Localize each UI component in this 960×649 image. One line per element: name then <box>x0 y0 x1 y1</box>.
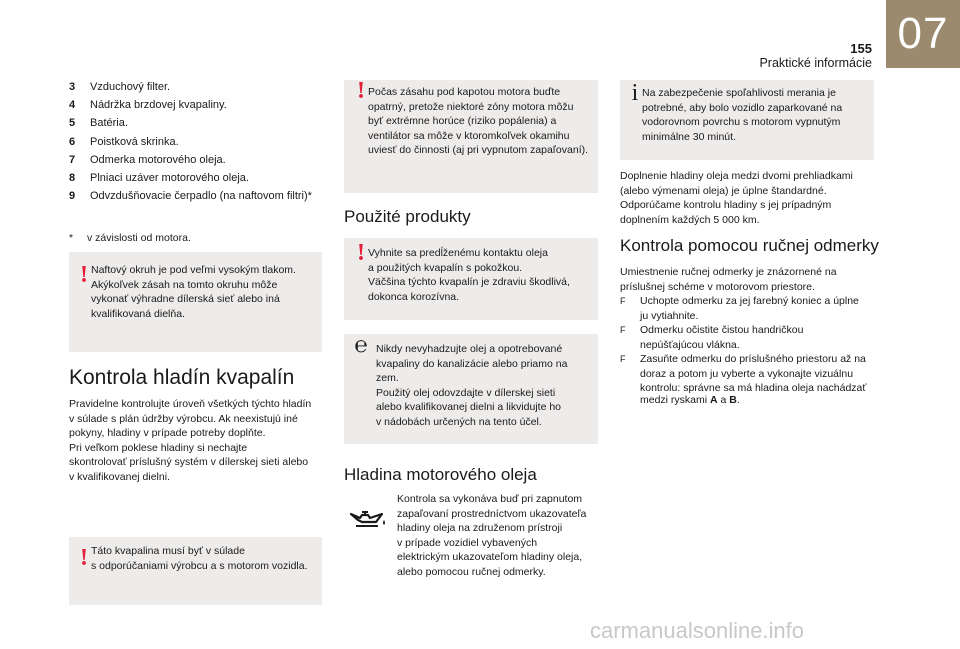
odmerka-intro <box>620 265 837 294</box>
page-number: 155 <box>850 41 872 56</box>
text-line: príslušnej schéme v motorovom priestore. <box>620 280 815 293</box>
bullet-icon: F <box>620 296 626 306</box>
text-line: skontrolovať príslušný systém v dílerskej sieti alebo <box>69 456 309 468</box>
warning-hood-text <box>368 85 588 158</box>
text-line: Umiestnenie ručnej odmerky je znázornené na <box>620 266 837 278</box>
hladina-text <box>397 492 586 579</box>
info-box <box>620 80 874 160</box>
step-item <box>620 323 866 352</box>
footnote-marker: * <box>69 232 74 244</box>
text-line: hladiny oleja na združenom prístroji <box>397 522 563 534</box>
text-line: Použitý olej odovzdajte v dílerskej sieti <box>376 386 556 399</box>
text-line: Odmerku očistite čistou handričkou <box>640 324 804 336</box>
list-item-number: 7 <box>69 153 76 166</box>
list-item-label: Poistková skrinka. <box>90 135 179 148</box>
list-item-label: Plniaci uzáver motorového oleja. <box>90 172 249 185</box>
section-title: Praktické informácie <box>759 56 872 70</box>
footnote-text: v závislosti od motora. <box>87 232 191 244</box>
text-line: ventilátor sa môže v ktoromkoľvek okamihu <box>368 129 570 142</box>
chapter-tab: 07 <box>886 0 960 68</box>
text-line: Táto kvapalina musí byť v súlade <box>91 545 245 557</box>
step-item <box>620 352 866 396</box>
text-line: (alebo výmenami oleja) je úplne štandardné. <box>620 184 827 197</box>
text-line: elektrickým ukazovateľom hladiny oleja, <box>397 551 583 563</box>
text-line: Na zabezpečenie spoľahlivosti merania je <box>642 87 836 99</box>
text-line: Počas zásahu pod kapotou motora buďte <box>368 86 561 98</box>
text-line: Odporúčame kontrolu hladiny s jej prípadným <box>620 199 832 211</box>
warning-box-hood <box>344 80 598 193</box>
warning-fuel-text <box>91 263 296 321</box>
text-line: doraz a potom ju vyberte a vykonajte vizuálnu <box>640 367 854 380</box>
doplnenie-text <box>620 169 853 227</box>
list-item-number: 5 <box>69 117 76 130</box>
mark-a: A <box>710 394 718 406</box>
last-line-suffix: . <box>736 394 740 406</box>
text-line: v súlade s plán údržby výrobcu. Ak neexistujú iné <box>69 412 298 425</box>
text-line: minimálne 30 minút. <box>642 130 736 143</box>
odmerka-last-line <box>640 393 740 408</box>
step-item <box>620 294 866 323</box>
text-line: byť extrémne horúce (riziko popálenia) a <box>368 115 557 127</box>
list-item <box>69 114 312 132</box>
warning-icon: ! <box>80 262 88 288</box>
bullet-icon: F <box>620 325 626 335</box>
oil-level-icon <box>348 506 388 532</box>
footnote <box>69 232 191 244</box>
odmerka-steps <box>620 294 866 396</box>
page-header <box>759 42 872 70</box>
warning-box-products <box>344 238 598 320</box>
text-line: nepúšťajúcou vlákna. <box>640 338 740 351</box>
warning-icon: ! <box>357 78 365 104</box>
step-text <box>640 294 859 323</box>
text-line: vodorovnom povrchu s motorom vypnutým <box>642 116 841 128</box>
watermark: carmanualsonline.info <box>590 618 805 643</box>
list-item <box>69 78 312 96</box>
mark-b: B <box>729 394 737 406</box>
list-item-label: Odmerka motorového oleja. <box>90 153 226 166</box>
list-item-number: 6 <box>69 135 76 148</box>
text-line: potrebné, aby bolo vozidlo zaparkované na <box>642 101 843 114</box>
text-line: kontrolu: správne sa má hladina oleja nachádzať <box>640 382 867 394</box>
hladina-title: Hladina motorového oleja <box>344 465 537 484</box>
environment-box <box>344 334 598 444</box>
info-text <box>642 86 842 144</box>
text-line: kvalifikovaná dielňa. <box>91 307 185 320</box>
step-text <box>640 323 803 352</box>
list-item-label: Nádržka brzdovej kvapaliny. <box>90 99 227 112</box>
last-line-mid: a <box>717 394 730 406</box>
text-line: Vyhnite sa predĺženému kontaktu oleja <box>368 247 548 259</box>
text-line: a použitých kvapalín s pokožkou. <box>368 261 523 274</box>
text-line: doplnením každých 5 000 km. <box>620 213 760 226</box>
text-line: ju vytiahnite. <box>640 309 699 322</box>
text-line: v kvalifikovanej dielni. <box>69 470 170 483</box>
text-line: uviesť do činnosti (aj pri vypnutom zapaľovaní). <box>368 144 589 156</box>
text-line: Akýkoľvek zásah na tomto okruhu môže <box>91 278 278 291</box>
recycle-icon: ℮ <box>354 332 368 357</box>
list-item-number: 8 <box>69 172 76 185</box>
list-item-number: 9 <box>69 190 76 203</box>
warning-products-text <box>368 246 570 304</box>
text-line: v prípade vozidiel vybavených <box>397 536 538 549</box>
list-item <box>69 133 312 151</box>
text-line: Väčšina týchto kvapalín je zdraviu škodlivá, <box>368 276 570 288</box>
text-line: pokyny, hladiny v prípade potreby doplňte. <box>69 427 266 439</box>
list-item <box>69 151 312 169</box>
parts-list <box>69 78 312 205</box>
text-line: Doplnenie hladiny oleja medzi dvomi prehliadkami <box>620 170 853 182</box>
text-line: Kontrola sa vykonáva buď pri zapnutom <box>397 493 583 505</box>
list-item <box>69 187 312 205</box>
list-item-label: Vzduchový filter. <box>90 81 171 93</box>
info-icon: i <box>631 80 639 106</box>
text-line: zem. <box>376 372 399 384</box>
text-line: Pravidelne kontrolujte úroveň všetkých týchto hladín <box>69 398 312 410</box>
text-line: Zasuňte odmerku do príslušného priestoru až na <box>640 353 866 365</box>
list-item-label: Odvzdušňovacie čerpadlo (na naftovom filtri)* <box>90 190 312 203</box>
warning-fluid-text <box>91 544 308 573</box>
text-line: vykonať výhradne dílerská sieť alebo iná <box>91 293 280 305</box>
text-line: Nikdy nevyhadzujte olej a opotrebované <box>376 343 563 355</box>
last-line-prefix: medzi ryskami <box>640 394 711 406</box>
pouzite-title: Použité produkty <box>344 207 471 226</box>
text-line: kvapaliny do kanalizácie alebo priamo na <box>376 357 568 370</box>
text-line: Naftový okruh je pod veľmi vysokým tlakom. <box>91 264 296 276</box>
text-line: dokonca korozívna. <box>368 290 460 303</box>
environment-text <box>376 342 567 429</box>
text-line: alebo pomocou ručnej odmerky. <box>397 565 546 578</box>
text-line: alebo kvalifikovanej dielni a likvidujte ho <box>376 401 562 413</box>
text-line: v nádobách určených na tento účel. <box>376 415 542 428</box>
warning-box-fluid <box>69 537 322 605</box>
text-line: s odporúčaniami výrobcu a s motorom vozidla. <box>91 559 308 572</box>
odmerka-title: Kontrola pomocou ručnej odmerky <box>620 236 879 255</box>
bullet-icon: F <box>620 354 626 364</box>
kontrola-text <box>69 397 311 484</box>
warning-icon: ! <box>80 545 88 571</box>
text-line: Uchopte odmerku za jej farebný koniec a úplne <box>640 295 859 307</box>
text-line: opatrný, pretože niektoré zóny motora môžu <box>368 100 574 113</box>
step-text <box>640 352 866 396</box>
kontrola-title: Kontrola hladín kvapalín <box>69 366 295 389</box>
text-line: Pri veľkom poklese hladiny si nechajte <box>69 441 248 454</box>
list-item-number: 4 <box>69 99 76 112</box>
warning-icon: ! <box>357 240 365 266</box>
warning-box-fuel <box>69 252 322 352</box>
list-item <box>69 169 312 187</box>
text-line: zapaľovaní prostredníctvom ukazovateľa <box>397 507 587 520</box>
list-item-label: Batéria. <box>90 117 128 130</box>
list-item <box>69 96 312 114</box>
list-item-number: 3 <box>69 81 76 93</box>
